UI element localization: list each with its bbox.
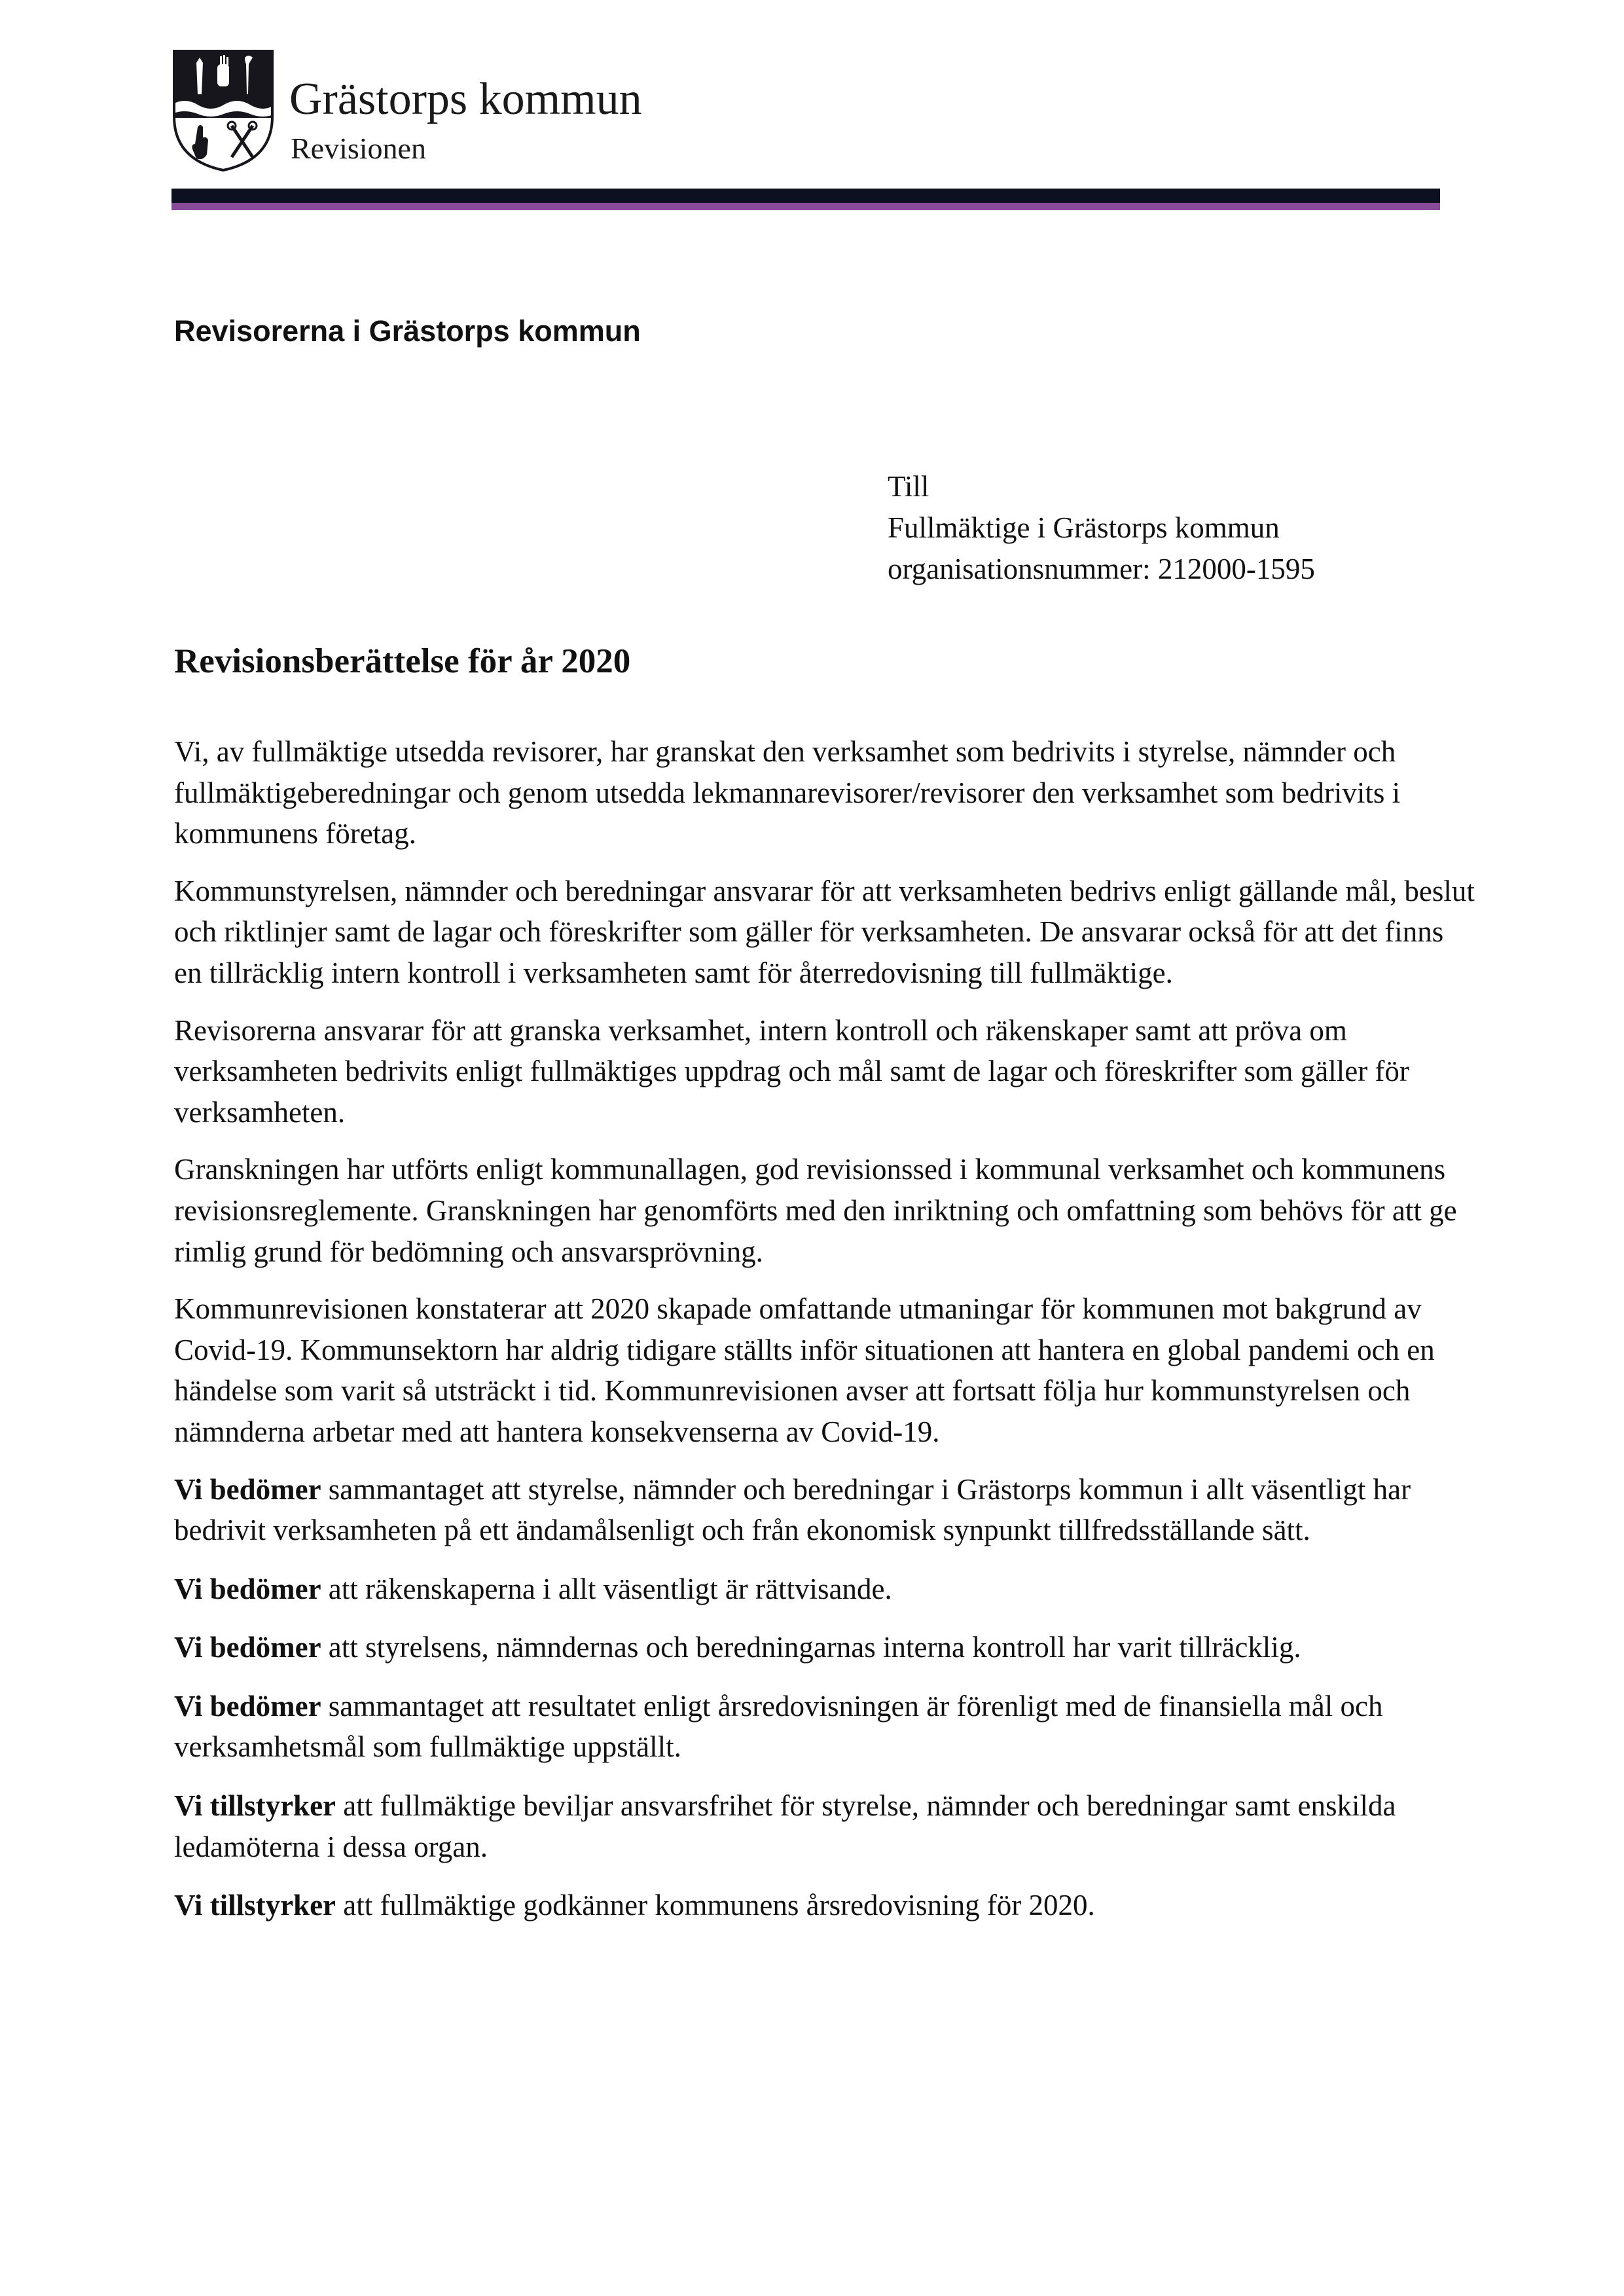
recipient-line: Till (888, 470, 929, 503)
verdict-paragraph (174, 1885, 1477, 1926)
verdict-lead: Vi bedömer (174, 1572, 321, 1605)
verdict-paragraph (174, 1686, 1477, 1768)
verdict-text: att fullmäktige godkänner kommunens årsredovisning för 2020. (336, 1889, 1095, 1922)
verdict-text: sammantaget att resultatet enligt årsredovisningen är förenligt med de finansiella mål och verksamhetsmål som fullmäktige uppställt. (174, 1689, 1383, 1764)
verdict-paragraph (174, 1469, 1477, 1551)
verdict-lead: Vi bedömer (174, 1689, 321, 1722)
verdict-paragraph (174, 1627, 1477, 1668)
verdict-text: att styrelsens, nämndernas och beredningarnas interna kontroll har varit tillräcklig. (321, 1631, 1301, 1664)
recipient-block (888, 466, 1315, 590)
document-body (174, 731, 1477, 1944)
org-name: Grästorps kommun (289, 74, 642, 124)
body-paragraph: Kommunstyrelsen, nämnder och beredningar ansvarar för att verksamheten bedrivs enligt gällande mål, beslut och riktlinjer samt de lagar och föreskrifter som gäller för verksamheten. De ansvarar också för att det finns en tillräcklig intern kontroll i verksamheten samt för återredovisning till fullmäktige. (174, 874, 1475, 989)
municipal-coat-of-arms-icon (171, 48, 275, 173)
verdict-lead: Vi bedömer (174, 1472, 321, 1506)
verdict-paragraph (174, 1569, 1477, 1610)
verdict-lead: Vi bedömer (174, 1631, 321, 1664)
body-paragraph: Vi, av fullmäktige utsedda revisorer, har granskat den verksamhet som bedrivits i styrelse, nämnder och fullmäktigeberedningar och genom utsedda lekmannarevisorer/revisorer den verksamhet som bedrivits i kommunens företag. (174, 735, 1401, 850)
body-paragraph: Kommunrevisionen konstaterar att 2020 skapade omfattande utmaningar för kommunen mot bakgrund av Covid-19. Kommunsektorn har aldrig tidigare ställts inför situationen att hantera en global pandemi och en händelse som varit så utsträckt i tid. Kommunrevisionen avser att fortsatt följa hur kommunstyrelsen och nämnderna arbetar med att hantera konsekvenserna av Covid-19. (174, 1292, 1435, 1448)
verdict-lead: Vi tillstyrker (174, 1789, 336, 1823)
header-rule-accent (171, 203, 1440, 210)
verdict-text: sammantaget att styrelse, nämnder och beredningar i Grästorps kommun i allt väsentligt har bedrivit verksamheten på ett ändamålsenligt och från ekonomisk synpunkt tillfredsställande sätt. (174, 1472, 1411, 1547)
document-title: Revisionsberättelse för år 2020 (174, 642, 631, 680)
verdict-paragraph (174, 1785, 1477, 1867)
body-paragraph: Revisorerna ansvarar för att granska verksamhet, intern kontroll och räkenskaper samt att pröva om verksamheten bedrivits enligt fullmäktiges uppdrag och mål samt de lagar och föreskrifter som gäller för verksamheten. (174, 1013, 1409, 1129)
body-paragraph: Granskningen har utförts enligt kommunallagen, god revisionssed i kommunal verksamhet och kommunens revisionsreglemente. Granskningen har genomförts med den inriktning och omfattning som behövs för att ge rimlig grund för bedömning och ansvarsprövning. (174, 1153, 1457, 1268)
header-rule-dark (171, 189, 1440, 203)
sender-heading: Revisorerna i Grästorps kommun (174, 314, 641, 348)
verdict-text: att fullmäktige beviljar ansvarsfrihet för styrelse, nämnder och beredningar samt enskilda ledamöterna i dessa organ. (174, 1789, 1396, 1863)
org-subtitle: Revisionen (291, 132, 426, 165)
recipient-line: organisationsnummer: 212000-1595 (888, 553, 1315, 585)
verdict-lead: Vi tillstyrker (174, 1889, 336, 1922)
recipient-line: Fullmäktige i Grästorps kommun (888, 511, 1280, 544)
verdict-text: att räkenskaperna i allt väsentligt är rättvisande. (321, 1572, 892, 1605)
